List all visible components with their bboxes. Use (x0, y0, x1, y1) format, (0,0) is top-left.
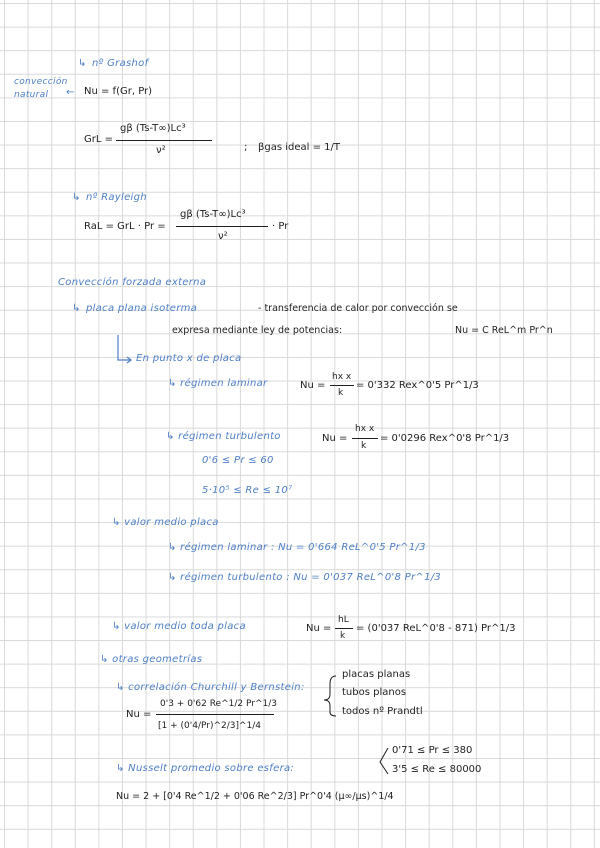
punto-turbulent-label: ↳ régimen turbulento (166, 431, 281, 442)
rayleigh-bullet: ↳ (72, 192, 81, 203)
side-arrow-icon: ← (66, 87, 75, 98)
esfera-condition-re: 3'5 ≤ Re ≤ 80000 (392, 764, 482, 775)
esfera-title: ↳ Nusselt promedio sobre esfera: (116, 763, 295, 774)
punto-laminar-rhs: = 0'332 Rex^0'5 Pr^1/3 (356, 380, 479, 391)
toda-placa-lhs: Nu = (306, 623, 332, 634)
grashof-title: nº Grashof (92, 58, 149, 69)
punto-laminar-label: ↳ régimen laminar (168, 378, 268, 389)
rayleigh-ra-lhs: RaL = GrL · Pr = (84, 221, 166, 232)
grashof-bullet: ↳ (78, 58, 87, 69)
convection-natural-label: convección natural (14, 77, 68, 100)
toda-placa-rhs: = (0'037 ReL^0'8 - 871) Pr^1/3 (356, 623, 516, 634)
rayleigh-ra-numerator: gβ (Ts-T∞)Lc³ (180, 209, 246, 220)
punto-laminar-fraction-bar (330, 385, 354, 386)
punto-turbulent-rhs: = 0'0296 Rex^0'8 Pr^1/3 (380, 433, 510, 444)
punto-laminar-den: k (338, 388, 344, 398)
punto-turbulent-den: k (361, 441, 367, 451)
churchill-case-placas: placas planas (342, 669, 411, 680)
placa-desc-line2: expresa mediante ley de potencias: (172, 325, 343, 336)
rayleigh-ra-rhs: · Pr (272, 221, 289, 232)
placa-desc-line1: - transferencia de calor por convección se (258, 303, 458, 314)
placa-power-law-formula: Nu = C ReL^m Pr^n (455, 325, 553, 336)
churchill-case-prandtl: todos nº Prandtl (342, 706, 423, 717)
churchill-fraction-bar (156, 714, 274, 715)
toda-placa-fraction-bar (335, 628, 353, 629)
punto-condition-pr: 0'6 ≤ Pr ≤ 60 (202, 455, 274, 466)
punto-laminar-num: hx x (332, 372, 352, 382)
punto-turbulent-lhs: Nu = (322, 433, 348, 444)
toda-placa-num: hL (338, 615, 349, 625)
punto-turbulent-fraction-bar (352, 438, 378, 439)
churchill-case-tubos: tubos planos (342, 687, 407, 698)
punto-x-title: En punto x de placa (136, 353, 242, 364)
esfera-formula: Nu = 2 + [0'4 Re^1/2 + 0'06 Re^2/3] Pr^0'4 (μ∞/μs)^1/4 (116, 791, 394, 802)
grashof-gr-lhs: GrL = (84, 134, 113, 145)
grashof-beta-separator: ; (244, 142, 248, 153)
placa-bullet: ↳ (72, 303, 81, 314)
rayleigh-title: nº Rayleigh (86, 192, 147, 203)
toda-placa-den: k (340, 631, 346, 641)
punto-turbulent-num: hx x (355, 424, 375, 434)
grashof-beta-gas-ideal: βgas ideal = 1/T (258, 142, 341, 153)
churchill-title: ↳ correlación Churchill y Bernstein: (116, 682, 305, 693)
punto-laminar-lhs: Nu = (300, 380, 326, 391)
medio-laminar-line: ↳ régimen laminar : Nu = 0'664 ReL^0'5 Pr^1/3 (168, 542, 426, 553)
churchill-lhs: Nu = (126, 709, 152, 720)
toda-placa-title: ↳ valor medio toda placa (112, 621, 246, 632)
grashof-gr-denominator: ν² (156, 145, 166, 156)
medio-turbulent-line: ↳ régimen turbulento : Nu = 0'037 ReL^0'8 Pr^1/3 (168, 572, 442, 583)
churchill-num: 0'3 + 0'62 Re^1/2 Pr^1/3 (160, 699, 277, 709)
esfera-condition-pr: 0'71 ≤ Pr ≤ 380 (392, 745, 473, 756)
rayleigh-ra-denominator: ν² (218, 231, 228, 242)
punto-condition-re: 5·10⁵ ≤ Re ≤ 10⁷ (202, 485, 293, 496)
otras-geometrias-title: ↳ otras geometrías (100, 654, 203, 665)
forced-convection-heading: Convección forzada externa (58, 277, 207, 288)
medio-placa-title: ↳ valor medio placa (112, 517, 219, 528)
grashof-nu-formula: Nu = f(Gr, Pr) (84, 86, 153, 97)
grashof-gr-numerator: gβ (Ts-T∞)Lc³ (120, 123, 186, 134)
churchill-den: [1 + (0'4/Pr)^2/3]^1/4 (158, 721, 262, 731)
placa-plana-title: placa plana isoterma (86, 303, 198, 314)
